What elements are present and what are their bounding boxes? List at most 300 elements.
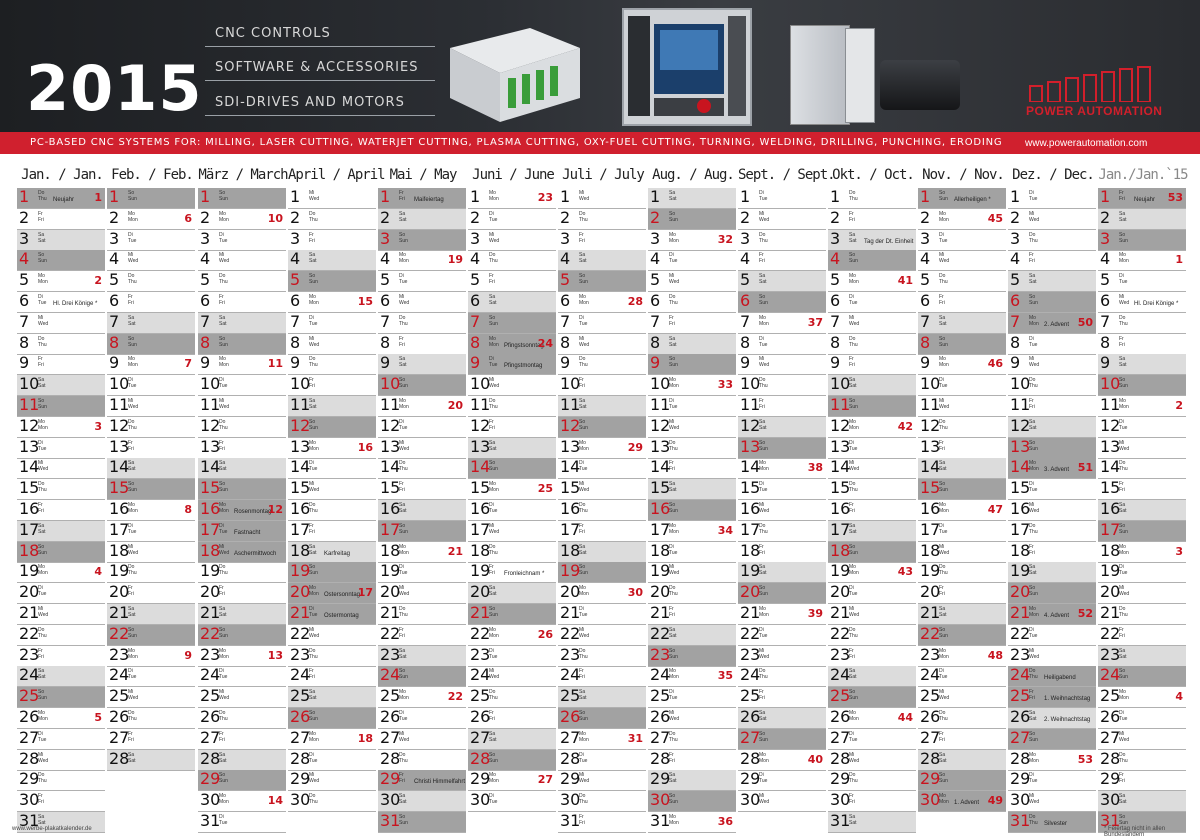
day-cell <box>17 230 105 251</box>
day-number: 21 <box>740 604 761 622</box>
day-number: 19 <box>200 562 221 581</box>
weekday-label: Sa Sat <box>489 294 497 306</box>
weekday-label: Di Tue <box>849 585 858 598</box>
day-cell <box>288 396 376 417</box>
weekday-label: Mi Wed <box>759 356 770 369</box>
day-number: 27 <box>1010 728 1031 747</box>
day-cell <box>468 646 556 667</box>
day-cell <box>468 313 556 334</box>
day-number: 17 <box>109 520 130 539</box>
day-cell <box>558 250 646 271</box>
day-number: 17 <box>19 520 40 539</box>
weekday-label: Mi Wed <box>309 626 320 639</box>
weekday-label: Do Thu <box>939 710 948 722</box>
day-cell <box>738 479 826 500</box>
holiday-name: Allerheiligen * <box>954 197 991 203</box>
weekday-label: Fr Fri <box>1029 398 1035 410</box>
day-cell <box>378 521 466 542</box>
weekday-label: Mo Mon <box>849 273 859 286</box>
weekday-label: Mi Wed <box>309 335 320 348</box>
day-number: 16 <box>740 500 761 518</box>
day-number: 13 <box>109 437 130 456</box>
day-number: 2 <box>109 208 120 227</box>
weekday-label: Mi Wed <box>579 335 590 348</box>
weekday-label: Di Tue <box>309 606 318 618</box>
day-cell <box>738 438 826 459</box>
weekday-label: Di Tue <box>1029 190 1038 202</box>
day-number: 8 <box>920 333 931 352</box>
day-number: 18 <box>380 541 401 560</box>
day-cell <box>288 708 376 729</box>
weekday-label: Mi Wed <box>399 730 410 743</box>
day-cell <box>558 604 646 625</box>
week-number: 44 <box>897 711 913 724</box>
weekday-label: Fr Fri <box>1029 543 1035 556</box>
day-cell <box>1008 417 1096 438</box>
weekday-label: Di Tue <box>128 231 137 244</box>
day-number: 11 <box>740 396 761 414</box>
weekday-label: So Sun <box>399 814 408 826</box>
day-cell <box>198 354 286 375</box>
weekday-label: Fr Fri <box>759 252 765 265</box>
day-cell <box>918 646 1006 667</box>
weekday-label: Di Tue <box>38 294 47 306</box>
weekday-label: Sa Sat <box>399 502 407 514</box>
day-number: 6 <box>920 292 931 310</box>
holiday-name: Hl. Drei Könige * <box>53 301 98 307</box>
day-number: 5 <box>920 271 931 290</box>
day-number: 14 <box>19 458 40 477</box>
weekday-label: Mi Wed <box>489 668 500 681</box>
day-number: 8 <box>109 333 120 352</box>
day-number: 29 <box>740 770 761 789</box>
weekday-label: Mo Mon <box>399 543 409 556</box>
weekday-label: So Sun <box>669 502 678 514</box>
day-number: 2 <box>560 208 571 227</box>
day-number: 29 <box>470 770 491 789</box>
weekday-label: So Sun <box>1119 377 1128 390</box>
day-cell <box>558 479 646 500</box>
weekday-label: Di Tue <box>939 231 948 244</box>
day-number: 1 <box>650 188 661 206</box>
day-cell <box>828 334 916 355</box>
day-cell <box>198 666 286 687</box>
weekday-label: Sa Sat <box>309 543 317 556</box>
weekday-label: Fr Fri <box>309 522 315 535</box>
weekday-label: Di Tue <box>669 252 678 265</box>
day-cell <box>198 375 286 396</box>
weekday-label: Fr Fri <box>128 439 134 452</box>
weekday-label: Sa Sat <box>309 398 317 410</box>
day-cell <box>1098 230 1186 251</box>
day-cell <box>1008 791 1096 812</box>
day-cell <box>648 479 736 500</box>
weekday-label: Mo Mon <box>38 710 48 722</box>
weekday-label: Fr Fri <box>1119 772 1125 785</box>
week-number: 33 <box>717 378 733 392</box>
weekday-label: Mo Mon <box>489 626 499 639</box>
day-cell <box>918 521 1006 542</box>
day-number: 11 <box>830 396 851 414</box>
week-number: 26 <box>537 627 553 641</box>
weekday-label: Fr Fri <box>849 210 855 223</box>
day-cell <box>107 646 195 667</box>
day-number: 18 <box>650 541 671 560</box>
day-number: 28 <box>19 749 40 768</box>
weekday-label: Sa Sat <box>669 626 677 639</box>
day-cell <box>918 500 1006 521</box>
day-cell <box>1008 625 1096 646</box>
day-cell <box>1008 230 1096 251</box>
day-cell <box>738 354 826 375</box>
weekday-label: Mi Wed <box>849 314 860 327</box>
day-number: 12 <box>200 416 221 435</box>
day-cell <box>738 417 826 438</box>
day-cell <box>17 334 105 355</box>
weekday-label: Sa Sat <box>38 522 46 535</box>
weekday-label: Do Thu <box>1119 460 1128 473</box>
weekday-label: Mi Wed <box>669 418 680 431</box>
day-number: 19 <box>830 562 851 581</box>
day-number: 6 <box>290 292 301 310</box>
weekday-label: Fr Fri <box>309 668 315 681</box>
weekday-label: Di Tue <box>219 668 228 681</box>
weekday-label: Do Thu <box>489 689 498 702</box>
day-number: 10 <box>1010 375 1031 394</box>
day-cell <box>828 604 916 625</box>
weekday-label: Di Tue <box>669 689 678 702</box>
day-number: 8 <box>200 333 211 352</box>
weekday-label: Do Thu <box>1029 668 1038 681</box>
weekday-label: Mi Wed <box>849 460 860 473</box>
day-cell <box>468 250 556 271</box>
day-cell <box>107 542 195 563</box>
weekday-label: Mo Mon <box>759 314 769 327</box>
weekday-label: Di Tue <box>309 314 318 327</box>
day-cell <box>738 646 826 667</box>
weekday-label: So Sun <box>759 439 768 452</box>
drive-module-image <box>845 28 875 123</box>
month-header: Juli / July <box>562 167 644 183</box>
day-cell <box>918 396 1006 417</box>
day-cell <box>198 479 286 500</box>
day-cell <box>107 750 195 771</box>
day-number: 28 <box>650 749 671 768</box>
weekday-label: Mi Wed <box>1029 356 1040 369</box>
day-number: 8 <box>830 333 841 352</box>
weekday-label: Sa Sat <box>1029 273 1037 286</box>
weekday-label: Fr Fri <box>579 522 585 535</box>
day-cell <box>558 334 646 355</box>
weekday-label: Mo Mon <box>309 585 319 598</box>
day-number: 5 <box>1100 271 1111 290</box>
day-cell <box>918 770 1006 791</box>
day-number: 1 <box>1100 188 1111 206</box>
weekday-label: Mo Mon <box>38 273 48 286</box>
day-number: 7 <box>380 312 391 331</box>
weekday-label: Mi Wed <box>1119 585 1130 598</box>
day-cell <box>468 271 556 292</box>
day-cell <box>288 230 376 251</box>
day-cell <box>468 729 556 750</box>
day-cell <box>1008 438 1096 459</box>
weekday-label: Mo Mon <box>1119 398 1129 410</box>
day-cell <box>107 583 195 604</box>
weekday-label: Di Tue <box>489 502 498 514</box>
day-number: 26 <box>1100 708 1121 726</box>
weekday-label: Sa Sat <box>38 231 46 244</box>
weekday-label: So Sun <box>669 356 678 369</box>
day-cell <box>288 354 376 375</box>
day-number: 4 <box>560 250 571 269</box>
day-cell <box>1008 729 1096 750</box>
week-number: 39 <box>807 607 823 620</box>
day-cell <box>107 250 195 271</box>
day-number: 31 <box>1010 812 1031 830</box>
day-number: 14 <box>560 458 581 477</box>
day-cell <box>468 438 556 459</box>
day-cell <box>648 292 736 313</box>
weekday-label: Sa Sat <box>219 314 227 327</box>
weekday-label: Mo Mon <box>38 418 48 431</box>
day-number: 11 <box>1100 396 1121 414</box>
day-number: 7 <box>19 312 30 331</box>
day-cell <box>107 562 195 583</box>
holiday-name: Aschermittwoch <box>234 550 277 557</box>
day-number: 24 <box>1010 666 1031 685</box>
day-number: 8 <box>1100 333 1111 352</box>
day-cell <box>1008 458 1096 479</box>
day-cell <box>828 625 916 646</box>
day-cell <box>17 542 105 563</box>
day-cell <box>918 458 1006 479</box>
day-number: 17 <box>920 520 941 539</box>
day-cell <box>468 750 556 771</box>
weekday-label: Di Tue <box>1029 772 1038 785</box>
weekday-label: Sa Sat <box>579 252 587 265</box>
weekday-label: So Sun <box>1029 439 1038 452</box>
weekday-label: So Sun <box>309 710 318 722</box>
weekday-label: Di Tue <box>309 751 318 764</box>
day-cell <box>198 396 286 417</box>
day-cell <box>1008 313 1096 334</box>
day-number: 16 <box>920 500 941 518</box>
week-number: 12 <box>267 503 283 516</box>
day-cell <box>17 313 105 334</box>
day-cell <box>378 646 466 667</box>
day-number: 25 <box>740 687 761 706</box>
week-number: 48 <box>987 648 1003 662</box>
weekday-label: Mo Mon <box>1119 252 1129 265</box>
day-cell <box>378 292 466 313</box>
day-number: 29 <box>290 770 311 789</box>
day-number: 28 <box>290 749 311 768</box>
day-cell <box>468 687 556 708</box>
holiday-name: Maifeiertag <box>414 197 444 203</box>
weekday-label: Mi Wed <box>128 689 139 702</box>
day-cell <box>468 521 556 542</box>
day-number: 26 <box>560 708 581 726</box>
day-number: 1 <box>109 188 120 206</box>
day-cell <box>1008 812 1096 833</box>
day-number: 4 <box>830 250 841 269</box>
day-cell <box>648 375 736 396</box>
weekday-label: Mo Mon <box>579 585 589 598</box>
weekday-label: So Sun <box>38 689 47 702</box>
day-number: 13 <box>200 437 221 456</box>
day-cell <box>1008 188 1096 209</box>
day-number: 8 <box>19 333 30 352</box>
day-cell <box>17 729 105 750</box>
weekday-label: So Sun <box>128 335 137 348</box>
day-number: 19 <box>1100 562 1121 581</box>
day-number: 5 <box>380 271 391 290</box>
day-number: 27 <box>1100 728 1121 747</box>
day-number: 4 <box>1010 250 1021 269</box>
weekday-label: Do Thu <box>759 231 768 244</box>
day-number: 24 <box>109 666 130 685</box>
day-cell <box>198 625 286 646</box>
day-number: 13 <box>470 437 491 456</box>
day-cell <box>1098 375 1186 396</box>
weekday-label: Mo Mon <box>849 418 859 431</box>
weekday-label: Di Tue <box>759 626 768 639</box>
weekday-label: Fr Fri <box>939 439 945 452</box>
day-cell <box>738 250 826 271</box>
day-number: 30 <box>650 791 671 810</box>
day-number: 26 <box>200 708 221 726</box>
day-cell <box>468 334 556 355</box>
weekday-label: So Sun <box>489 314 498 327</box>
weekday-label: Fr Fri <box>849 647 855 660</box>
day-number: 23 <box>380 645 401 664</box>
day-cell <box>738 188 826 209</box>
day-number: 26 <box>19 708 40 726</box>
weekday-label: Di Tue <box>219 522 228 535</box>
day-number: 12 <box>920 416 941 435</box>
weekday-label: Di Tue <box>38 439 47 452</box>
day-number: 16 <box>19 500 40 518</box>
day-number: 17 <box>740 520 761 539</box>
weekday-label: Fr Fri <box>1119 481 1125 494</box>
day-cell <box>648 604 736 625</box>
weekday-label: So Sun <box>939 626 948 639</box>
day-number: 13 <box>650 437 671 456</box>
weekday-label: Di Tue <box>1029 626 1038 639</box>
week-number: 47 <box>987 503 1003 516</box>
day-cell <box>648 521 736 542</box>
week-number: 53 <box>1167 191 1183 204</box>
day-cell <box>828 521 916 542</box>
day-number: 12 <box>740 416 761 435</box>
weekday-label: Fr Fri <box>759 689 765 702</box>
day-number: 9 <box>290 354 301 373</box>
day-number: 17 <box>830 520 851 539</box>
day-cell <box>648 729 736 750</box>
day-number: 20 <box>920 583 941 602</box>
day-number: 25 <box>470 687 491 706</box>
day-number: 13 <box>560 437 581 456</box>
day-cell <box>828 188 916 209</box>
weekday-label: Mo Mon <box>128 647 138 660</box>
day-number: 29 <box>19 770 40 789</box>
day-number: 2 <box>650 208 661 227</box>
week-number: 5 <box>94 711 102 724</box>
day-cell <box>107 479 195 500</box>
day-cell <box>828 250 916 271</box>
day-number: 15 <box>560 479 581 498</box>
day-number: 26 <box>1010 708 1031 726</box>
day-cell <box>17 687 105 708</box>
day-number: 21 <box>200 604 221 622</box>
weekday-label: Mi Wed <box>849 606 860 618</box>
day-number: 3 <box>19 229 30 248</box>
weekday-label: Sa Sat <box>1029 418 1037 431</box>
weekday-label: Sa Sat <box>759 564 767 577</box>
day-cell <box>17 646 105 667</box>
weekday-label: Mi Wed <box>489 522 500 535</box>
weekday-label: Sa Sat <box>939 460 947 473</box>
day-number: 23 <box>560 645 581 664</box>
day-cell <box>648 188 736 209</box>
day-number: 22 <box>290 624 311 643</box>
day-cell <box>828 729 916 750</box>
weekday-label: Di Tue <box>759 190 768 202</box>
website-link[interactable]: www.powerautomation.com <box>1025 138 1148 149</box>
day-number: 27 <box>19 728 40 747</box>
day-cell <box>828 500 916 521</box>
day-number: 9 <box>200 354 211 373</box>
day-number: 5 <box>109 271 120 290</box>
weekday-label: Do Thu <box>1119 314 1128 327</box>
day-cell <box>378 354 466 375</box>
day-cell <box>1008 562 1096 583</box>
day-number: 15 <box>1010 479 1031 498</box>
day-number: 30 <box>290 791 311 810</box>
weekday-label: Fr Fri <box>219 439 225 452</box>
day-cell <box>738 458 826 479</box>
day-cell <box>648 438 736 459</box>
day-number: 28 <box>830 749 851 768</box>
day-cell <box>1008 604 1096 625</box>
weekday-label: So Sun <box>759 585 768 598</box>
day-cell <box>1008 583 1096 604</box>
day-number: 18 <box>740 541 761 560</box>
day-cell <box>648 250 736 271</box>
day-cell <box>198 334 286 355</box>
weekday-label: Mi Wed <box>759 502 770 514</box>
holiday-name: Karfreitag <box>324 550 351 557</box>
day-cell <box>378 417 466 438</box>
weekday-label: Mi Wed <box>1029 793 1040 806</box>
weekday-label: Fr Fri <box>1119 626 1125 639</box>
holiday-name: Heiligabend <box>1044 675 1076 682</box>
weekday-label: Di Tue <box>849 730 858 743</box>
weekday-label: Fr Fri <box>1029 689 1035 702</box>
weekday-label: Sa Sat <box>38 814 46 826</box>
week-number: 43 <box>897 565 913 579</box>
day-number: 6 <box>830 292 841 310</box>
day-number: 12 <box>109 416 130 435</box>
day-number: 1 <box>380 188 391 206</box>
weekday-label: Do Thu <box>399 460 408 473</box>
day-cell <box>558 313 646 334</box>
weekday-label: So Sun <box>309 564 318 577</box>
day-number: 6 <box>1100 292 1111 310</box>
weekday-label: Di Tue <box>128 377 137 390</box>
week-number: 23 <box>537 191 553 204</box>
weekday-label: Di Tue <box>219 231 228 244</box>
